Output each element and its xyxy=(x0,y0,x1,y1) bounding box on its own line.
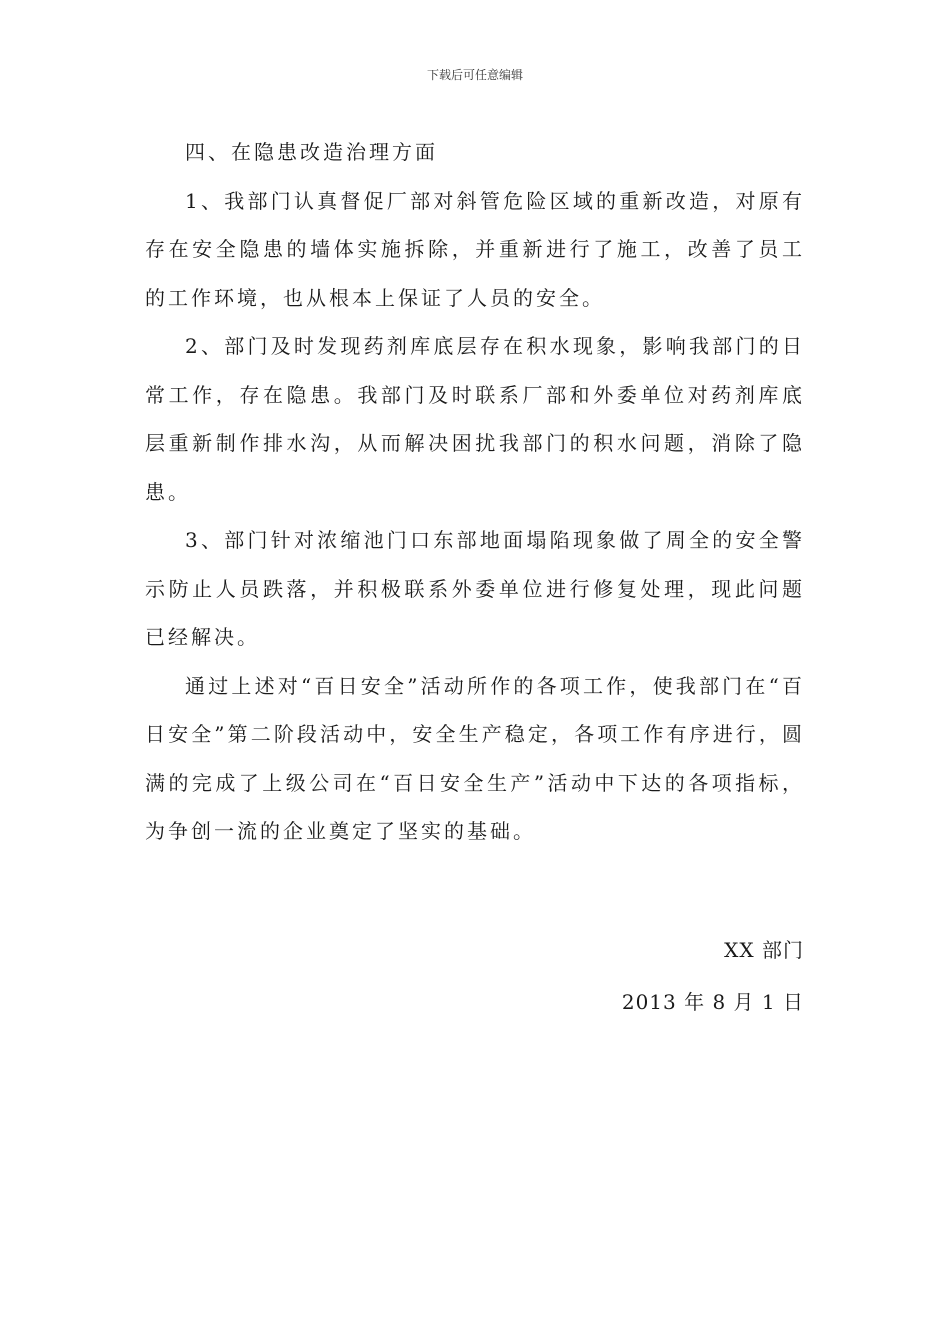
paragraph-summary: 通过上述对“百日安全”活动所作的各项工作，使我部门在“百日安全”第二阶段活动中，安全生产稳定，各项工作有序进行，圆满的完成了上级公司在“百日安全生产”活动中下达的各项指标，为争创一流的企业奠定了坚实的基础。 xyxy=(145,673,805,843)
signature-department: XX 部门 xyxy=(724,938,804,962)
paragraph-item-1: 1、我部门认真督促厂部对斜管危险区域的重新改造，对原有存在安全隐患的墙体实施拆除，并重新进行了施工，改善了员工的工作环境，也从根本上保证了人员的安全。 xyxy=(145,188,805,310)
signature-date: 2013 年 8 月 1 日 xyxy=(621,990,804,1014)
paragraph-item-3: 3、部门针对浓缩池门口东部地面塌陷现象做了周全的安全警示防止人员跌落，并积极联系外委单位进行修复处理，现此问题已经解决。 xyxy=(145,528,805,649)
download-note: 下载后可任意编辑 xyxy=(426,68,523,82)
document-body xyxy=(145,128,805,856)
paragraph-item-2: 2、部门及时发现药剂库底层存在积水现象，影响我部门的日常工作，存在隐患。我部门及时联系厂部和外委单位对药剂库底层重新制作排水沟，从而解决困扰我部门的积水问题，消除了隐患。 xyxy=(145,334,805,504)
section-heading: 四、在隐患改造治理方面 xyxy=(185,140,438,164)
